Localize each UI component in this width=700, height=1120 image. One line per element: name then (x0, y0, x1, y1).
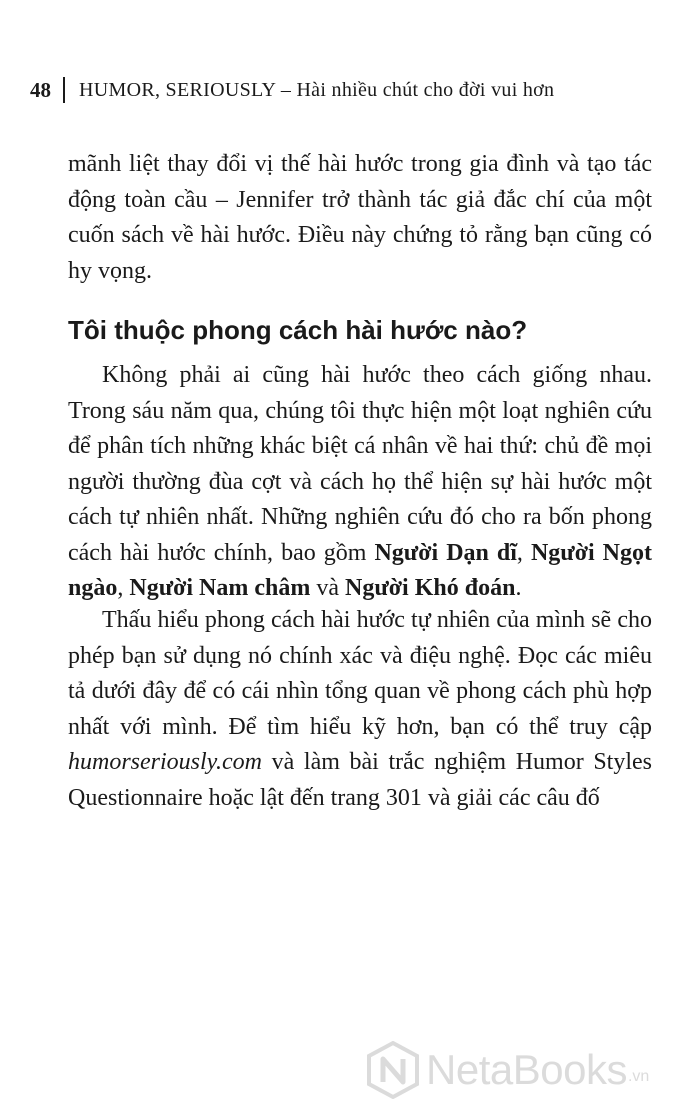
paragraph-humor-styles (68, 358, 652, 607)
book-subtitle: Hài nhiều chút cho đời vui hơn (296, 78, 555, 101)
watermark-brand: NetaBooks (426, 1046, 627, 1093)
separator-text: , (117, 575, 130, 601)
paragraph-text: Không phải ai cũng hài hước theo cách giống nhau. Trong sáu năm qua, chúng tôi thực hiện một loạt nghiên cứu để phân tích những khác biệt cá nhân về hai thứ: chủ đề mọi người thường đùa cợt và cách họ thể hiện sự hài hước một cách tự nhiên nhất. Những nghiên cứu đó cho ra bốn phong cách hài hước chính, bao gồm (68, 362, 652, 566)
book-title-main: HUMOR, SERIOUSLY (79, 78, 276, 101)
running-header (30, 76, 670, 104)
humor-style-2: Người Ngọt ngào (68, 539, 652, 601)
header-divider (63, 77, 65, 103)
paragraph-humor-styles-block (68, 358, 652, 607)
paragraph-understanding-block (68, 603, 652, 816)
netabooks-logo-icon (366, 1041, 420, 1099)
humor-style-1: Người Dạn dĩ (374, 539, 517, 566)
humor-style-3: Người Nam châm (129, 575, 311, 601)
watermark (366, 1040, 649, 1100)
section-heading: Tôi thuộc phong cách hài hước nào? (68, 315, 528, 345)
watermark-suffix: .vn (627, 1068, 650, 1085)
separator-text: , (516, 539, 531, 566)
book-title-separator: – (275, 78, 297, 101)
continued-paragraph-block (68, 147, 652, 289)
separator-text: và (310, 575, 346, 601)
paragraph-text: Thấu hiểu phong cách hài hước tự nhiên của mình sẽ cho phép bạn sử dụng nó chính xác và điệu nghệ. Đọc các miêu tả dưới đây để có cái nhìn tổng quan về phong cách phù hợp nhất với mình. Để tìm hiểu kỹ hơn, bạn có thể truy cập (68, 607, 652, 740)
continued-paragraph: mãnh liệt thay đổi vị thế hài hước trong gia đình và tạo tác động toàn cầu – Jennifer trở thành tác giả đắc chí của một cuốn sách về hài hước. Điều này chứng tỏ rằng bạn cũng có hy vọng. (68, 151, 652, 284)
book-title (79, 79, 554, 102)
humor-style-4: Người Khó đoán (345, 575, 516, 601)
paragraph-text: và làm bài trắc nghiệm Humor Styles Questionnaire hoặc lật đến trang 301 và giải các câu đố (68, 749, 652, 811)
paragraph-understanding (68, 603, 652, 816)
website-reference: humorseriously.com (68, 749, 262, 775)
page-number: 48 (30, 77, 51, 102)
paragraph-end: . (515, 575, 522, 601)
